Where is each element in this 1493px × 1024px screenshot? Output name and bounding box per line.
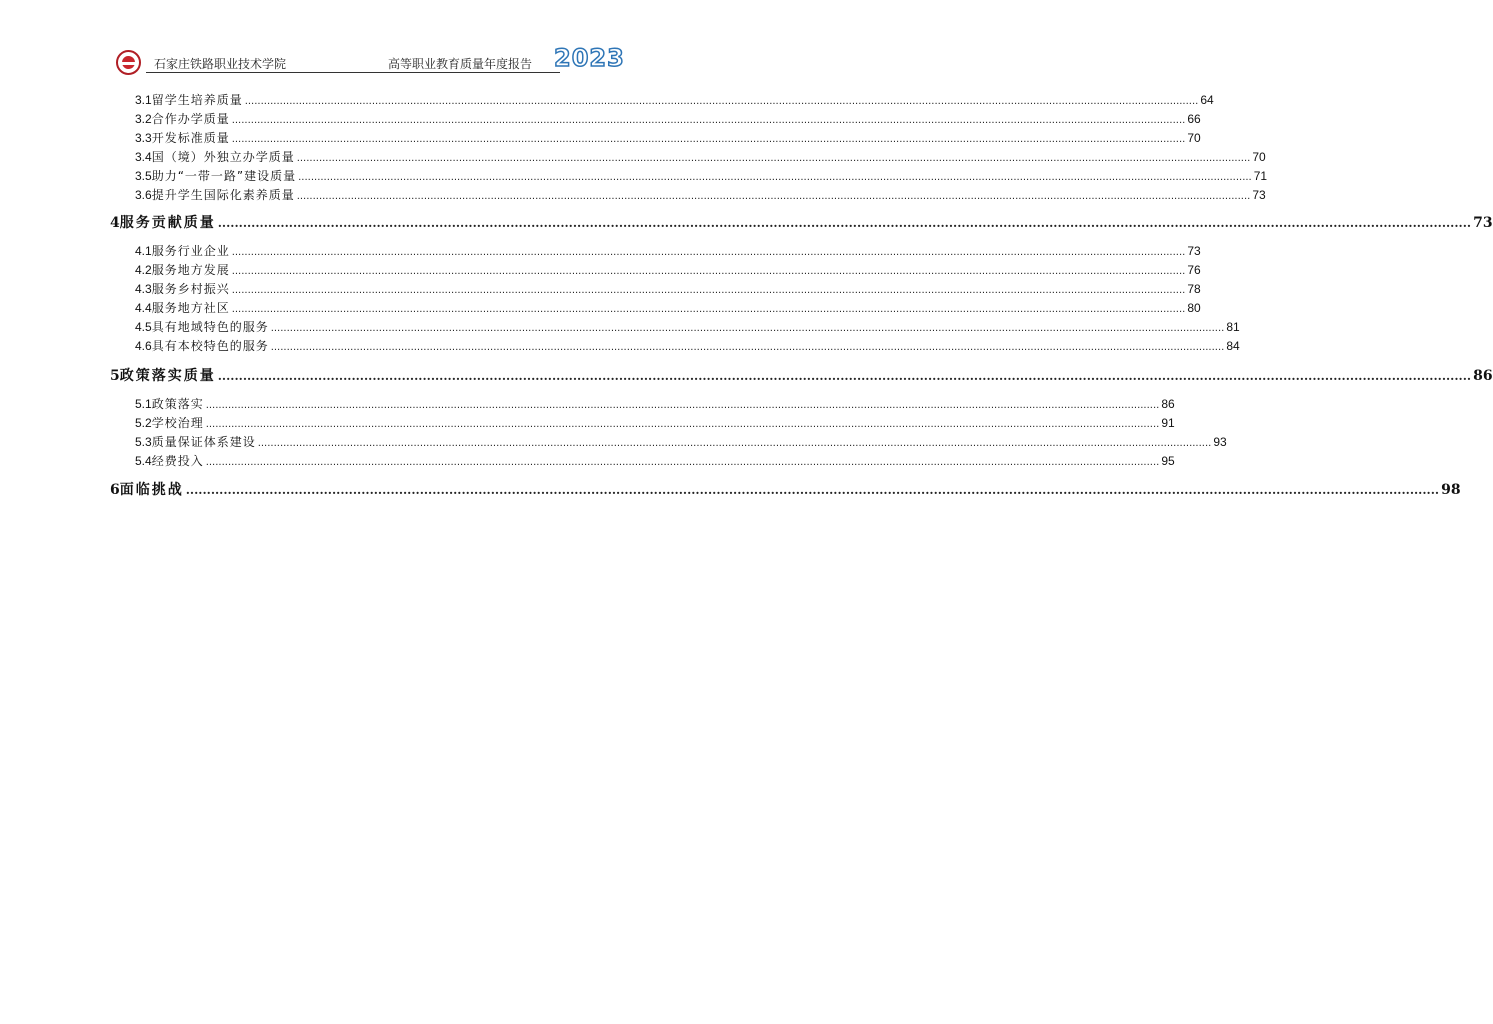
toc-chapter-number: 5	[110, 368, 120, 384]
toc-entry[interactable]	[135, 148, 1266, 165]
toc-entry-number: 4.4	[135, 301, 152, 315]
toc-entry-page: 71	[1253, 169, 1268, 183]
report-year: 2023	[554, 44, 625, 72]
toc-entry-title: 经费投入	[151, 454, 204, 468]
toc-entry-number: 3.1	[135, 93, 152, 107]
toc-entry[interactable]	[135, 110, 1201, 127]
toc-entry-page: 81	[1226, 320, 1240, 334]
toc-leader-dots: ............................................................................................................................................................................................................................................................................................................	[217, 216, 1472, 230]
toc-entry-number: 5.1	[135, 397, 152, 411]
toc-entry-title: 国（境）外独立办学质量	[151, 150, 295, 164]
toc-entry-title: 合作办学质量	[151, 112, 230, 126]
toc-entry-title: 开发标准质量	[151, 131, 230, 145]
toc-entry-title: 学校治理	[151, 416, 204, 430]
toc-entry-number: 3.6	[135, 188, 152, 202]
toc-entry-number: 3.2	[135, 112, 152, 126]
toc-entry-number: 4.2	[135, 263, 152, 277]
toc-chapter-title: 服务贡献质量	[119, 215, 216, 231]
toc-entry-page: 84	[1226, 339, 1240, 353]
toc-entry-title: 提升学生国际化素养质量	[151, 188, 295, 202]
toc-entry[interactable]	[135, 318, 1240, 335]
school-name: 石家庄铁路职业技术学院	[154, 57, 287, 71]
toc-entry-title: 具有本校特色的服务	[151, 339, 269, 353]
toc-chapter-page: 86	[1473, 368, 1493, 384]
toc-entry-number: 4.1	[135, 244, 152, 258]
toc-entry-page: 86	[1161, 397, 1175, 411]
toc-leader-dots: ............................................................................................................................................................................................................................................................................................................	[217, 369, 1472, 383]
toc-entry-number: 4.3	[135, 282, 152, 296]
toc-chapter[interactable]	[110, 479, 1461, 499]
toc-leader-dots: ............................................................................................................................................................................................................................................................................................................	[296, 191, 1251, 202]
report-title: 高等职业教育质量年度报告	[388, 57, 533, 71]
toc-chapter-title: 面临挑战	[119, 482, 184, 498]
toc-leader-dots: ............................................................................................................................................................................................................................................................................................................	[231, 247, 1186, 258]
toc-leader-dots: ............................................................................................................................................................................................................................................................................................................	[231, 134, 1186, 145]
toc-entry-page: 78	[1187, 282, 1201, 296]
toc-entry[interactable]	[135, 433, 1227, 450]
toc-entry[interactable]	[135, 414, 1175, 431]
toc-entry-page: 76	[1187, 263, 1201, 277]
toc-entry-title: 留学生培养质量	[151, 93, 243, 107]
toc-entry-page: 70	[1252, 150, 1266, 164]
toc-entry-number: 3.4	[135, 150, 152, 164]
toc-leader-dots: ............................................................................................................................................................................................................................................................................................................	[231, 266, 1186, 277]
toc-entry-number: 3.3	[135, 131, 152, 145]
toc-entry-title: 助力“一带一路”建设质量	[151, 169, 297, 183]
toc-entry[interactable]	[135, 452, 1175, 469]
toc-entry-title: 服务乡村振兴	[151, 282, 230, 296]
header-divider	[146, 72, 560, 73]
toc-leader-dots: ............................................................................................................................................................................................................................................................................................................	[257, 438, 1212, 449]
toc-entry[interactable]	[135, 242, 1201, 259]
toc-entry[interactable]	[135, 129, 1201, 146]
toc-entry[interactable]	[135, 186, 1266, 203]
toc-entry-page: 73	[1187, 244, 1201, 258]
toc-entry-title: 具有地域特色的服务	[151, 320, 269, 334]
toc-entry-title: 服务地方发展	[151, 263, 230, 277]
toc-leader-dots: ............................................................................................................................................................................................................................................................................................................	[185, 483, 1440, 497]
toc-entry-title: 服务地方社区	[151, 301, 230, 315]
toc-entry[interactable]	[135, 280, 1201, 297]
toc-leader-dots: ............................................................................................................................................................................................................................................................................................................	[244, 96, 1199, 107]
toc-entry-page: 70	[1187, 131, 1201, 145]
toc-leader-dots: ............................................................................................................................................................................................................................................................................................................	[231, 285, 1186, 296]
toc-entry-title: 服务行业企业	[151, 244, 230, 258]
toc-entry-page: 93	[1213, 435, 1227, 449]
toc-chapter-number: 6	[110, 482, 120, 498]
toc-leader-dots: ............................................................................................................................................................................................................................................................................................................	[231, 115, 1186, 126]
toc-entry[interactable]	[135, 167, 1268, 184]
toc-entry-page: 91	[1161, 416, 1175, 430]
toc-entry[interactable]	[135, 91, 1214, 108]
toc-entry-number: 5.2	[135, 416, 152, 430]
toc-entry-page: 64	[1200, 93, 1214, 107]
toc-chapter[interactable]	[110, 212, 1493, 232]
toc-entry[interactable]	[135, 261, 1201, 278]
toc-entry-page: 73	[1252, 188, 1266, 202]
toc-entry-page: 95	[1161, 454, 1175, 468]
toc-entry-page: 66	[1187, 112, 1201, 126]
toc-leader-dots: ............................................................................................................................................................................................................................................................................................................	[231, 304, 1186, 315]
toc-entry-title: 政策落实	[151, 397, 204, 411]
toc-chapter-page: 73	[1473, 215, 1493, 231]
toc-chapter[interactable]	[110, 365, 1493, 385]
toc-leader-dots: ............................................................................................................................................................................................................................................................................................................	[270, 342, 1225, 353]
toc-leader-dots: ............................................................................................................................................................................................................................................................................................................	[205, 457, 1160, 468]
toc-leader-dots: ............................................................................................................................................................................................................................................................................................................	[298, 172, 1252, 183]
toc-leader-dots: ............................................................................................................................................................................................................................................................................................................	[205, 400, 1160, 411]
toc-entry-number: 5.4	[135, 454, 152, 468]
toc-entry[interactable]	[135, 395, 1175, 412]
toc-entry-number: 4.6	[135, 339, 152, 353]
page-header	[110, 44, 625, 76]
toc-chapter-title: 政策落实质量	[119, 368, 216, 384]
toc-entry-title: 质量保证体系建设	[151, 435, 256, 449]
toc-entry[interactable]	[135, 299, 1201, 316]
school-logo-icon	[116, 50, 141, 75]
toc-entry[interactable]	[135, 337, 1240, 354]
toc-chapter-page: 98	[1441, 482, 1461, 498]
toc-entry-page: 80	[1187, 301, 1201, 315]
toc-entry-number: 4.5	[135, 320, 152, 334]
toc-leader-dots: ............................................................................................................................................................................................................................................................................................................	[270, 323, 1225, 334]
toc-leader-dots: ............................................................................................................................................................................................................................................................................................................	[296, 153, 1251, 164]
toc-leader-dots: ............................................................................................................................................................................................................................................................................................................	[205, 419, 1160, 430]
toc-entry-number: 5.3	[135, 435, 152, 449]
toc-entry-number: 3.5	[135, 169, 152, 183]
toc-chapter-number: 4	[110, 215, 120, 231]
